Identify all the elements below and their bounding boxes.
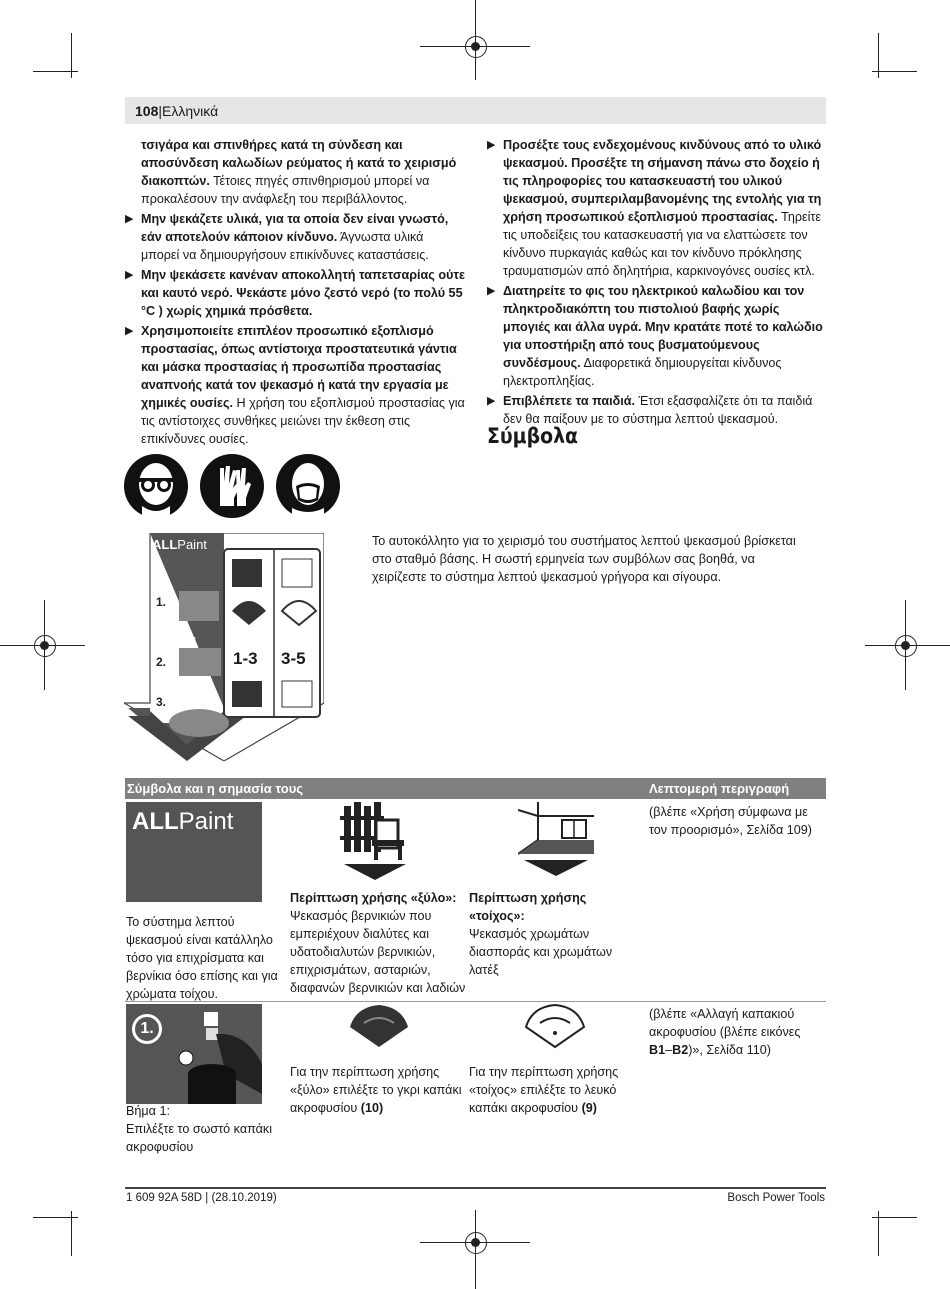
step-1-illustration xyxy=(126,1004,262,1104)
grey-cap-text: Για την περίπτωση χρήσης «ξύλο» επιλέξτε το γκρι καπάκι ακροφυσίου (10) xyxy=(290,1065,462,1115)
page-number: 108 xyxy=(135,103,159,119)
wood-usecase-icon xyxy=(340,802,410,880)
registration-mark-icon xyxy=(34,635,56,657)
list-item: ▶ Επιβλέπετε τα παιδιά. Έτσι εξασφαλίζετε ότι τα παιδιά δεν θα παίξουν με το σύστημα λεπτού ψεκασμού. xyxy=(487,394,813,426)
sticker-paint-label: PAINTVolume xyxy=(152,636,196,643)
list-item: ▶ Χρησιμοποιείτε επιπλέον προσωπικό εξοπλισμό προστασίας, όπως αντίστοιχα προστατευτικά γάντια και μάσκα προστασίας ή προσωπίδα προστασίας αναπνοής κατά τον ψεκασμό ή κατά την εργασία με χημικές ουσίες. Η χρήση του εξοπλισμού προστασίας για τις αντίστοιχες συνθήκες μειώνει την έκθεση στις επικίνδυνες ουσίες. xyxy=(125,324,465,446)
registration-mark-icon xyxy=(465,1232,487,1254)
crop-mark xyxy=(33,71,78,72)
list-item: ▶ Μην ψεκάζετε υλικά, για τα οποία δεν είναι γνωστό, εάν αποτελούν κάποιον κίνδυνο. Άγνωστα υλικά μπορεί να δημιουργήσουν επικίνδυνες καταστάσεις. xyxy=(125,212,449,262)
bullet-arrow-icon: ▶ xyxy=(487,395,496,407)
list-item: ▶ Προσέξτε τους ενδεχομένους κινδύνους από το υλικό ψεκασμού. Προσέξτε τη σήμανση πάνω στο δοχείο ή τις πληροφορίες του κατασκευαστή του υλικού ψεκασμού, συμπεριλαμβανομένης της εντολής για τη χρήση προσωπικού εξοπλισμού προστασίας. Τηρείτε τις υποδείξεις του κατασκευαστή για να ελαττώσετε τον κίνδυνο πυρκαγιάς καθώς και τον κίνδυνο πρόκλησης τραυματισμών από δηλητήρια, καρκινογόνες ουσίες κτλ. xyxy=(487,138,822,278)
table-header-left: Σύμβολα και η σημασία τους xyxy=(127,781,304,796)
header-language: Ελληνικά xyxy=(162,103,219,119)
bullet-arrow-icon: ▶ xyxy=(125,325,134,337)
crop-mark xyxy=(872,1217,917,1218)
bullet-arrow-icon: ▶ xyxy=(125,213,134,225)
sticker-step-3: 3. xyxy=(156,695,167,709)
page-header xyxy=(125,97,826,124)
white-nozzle-cap-icon xyxy=(524,1003,586,1049)
sticker-step-2: 2. xyxy=(156,655,167,669)
crop-mark xyxy=(872,71,917,72)
gloves-icon xyxy=(200,454,264,518)
sticker-brand: ALLPaint xyxy=(152,537,207,552)
left-column xyxy=(125,136,465,448)
step-description: Βήμα 1: Επιλέξτε το σωστό καπάκι ακροφυσίου xyxy=(126,1104,272,1154)
list-item: ▶ Μην ψεκάσετε κανέναν αποκολλητή ταπετσαρίας ούτε και καυτό νερό. Ψεκάστε μόνο ζεστό νερό (το πολύ 55 °C ) χωρίς χημικά πρόσθετα. xyxy=(125,268,465,318)
footer-rule xyxy=(125,1187,826,1189)
operation-sticker xyxy=(124,533,324,761)
crop-mark xyxy=(33,1217,78,1218)
sticker-range-wall: 3-5 xyxy=(281,649,306,668)
sticker-intro-text: Το αυτοκόλλητο για το χειρισμό του συστήματος λεπτού ψεκασμού βρίσκεται στο σταθμό βάσης. Η σωστή ερμηνεία των συμβόλων σας βοηθά, να χειρίζεστε το σύστημα λεπτού ψεκασμού γρήγορα και σίγουρα. xyxy=(372,534,796,584)
registration-mark-icon xyxy=(895,635,917,657)
bullet-arrow-icon: ▶ xyxy=(487,139,496,151)
allpaint-logo: ALLPaint xyxy=(126,802,262,902)
registration-mark-icon xyxy=(465,36,487,58)
row1-description: Το σύστημα λεπτού ψεκασμού είναι κατάλληλο τόσο για επιχρίσματα και βερνίκια όσο επίσης και για χρώματα τοίχου. xyxy=(126,915,278,1001)
wall-usecase-text: Περίπτωση χρήσης «τοίχος»: Ψεκασμός χρωμάτων διασποράς και χρωμάτων λατέξ xyxy=(469,891,613,977)
respirator-mask-icon xyxy=(276,454,340,518)
row2-reference: (βλέπε «Αλλαγή καπακιού ακροφυσίου (βλέπε εικόνες B1–B2)», Σελίδα 110) xyxy=(649,1007,801,1057)
footer-brand: Bosch Power Tools xyxy=(727,1192,825,1204)
header-separator: | xyxy=(158,103,162,119)
table-row-divider xyxy=(125,1001,826,1002)
sticker-step-1: 1. xyxy=(156,595,167,609)
table-header xyxy=(125,778,826,799)
step-number: 1. xyxy=(132,1014,162,1044)
table-header-right: Λεπτομερή περιγραφή xyxy=(649,781,790,796)
sticker-range-wood: 1-3 xyxy=(233,649,258,668)
wood-usecase-text: Περίπτωση χρήσης «ξύλο»: Ψεκασμός βερνικιών που εμπεριέχουν διαλύτες και υδατοδιαλυτών βερνικιών, επιχρισμάτων, ασταριών, διαφανών βερνικιών και λαδιών xyxy=(290,891,466,995)
row1-reference: (βλέπε «Χρήση σύμφωνα με τον προορισμό», Σελίδα 109) xyxy=(649,805,812,837)
wall-usecase-icon xyxy=(518,802,594,878)
right-column xyxy=(487,136,827,428)
eye-protection-icon xyxy=(124,454,188,518)
section-title: Σύμβολα xyxy=(487,424,579,448)
footer-doc-id: 1 609 92A 58D | (28.10.2019) xyxy=(126,1192,277,1204)
list-item: ▶ Διατηρείτε το φις του ηλεκτρικού καλωδίου και τον πληκτροδιακόπτη του πιστολιού βαφής χωρίς μπογιές και άλλα υγρά. Μην κρατάτε ποτέ το καλώδιο για υποστήριξη από τους βυσματούμενους συνδέσμους. Διαφορετικά δημιουργείται κίνδυνος ηλεκτροπληξίας. xyxy=(487,284,823,388)
paragraph: τσιγάρα και σπινθήρες κατά τη σύνδεση και αποσύνδεση καλωδίων ρεύματος ή κατά το χειρισμό διακοπτών. Τέτοιες πηγές σπινθηρισμού μπορεί να προκαλέσουν την ανάφλεξη του περιβάλλοντος. xyxy=(141,138,457,206)
sticker-air-label: AIRVolume xyxy=(152,678,188,685)
bullet-arrow-icon: ▶ xyxy=(487,285,496,297)
grey-nozzle-cap-icon xyxy=(348,1003,410,1049)
white-cap-text: Για την περίπτωση χρήσης «τοίχος» επιλέξτε το λευκό καπάκι ακροφυσίου (9) xyxy=(469,1065,619,1115)
bullet-arrow-icon: ▶ xyxy=(125,269,134,281)
